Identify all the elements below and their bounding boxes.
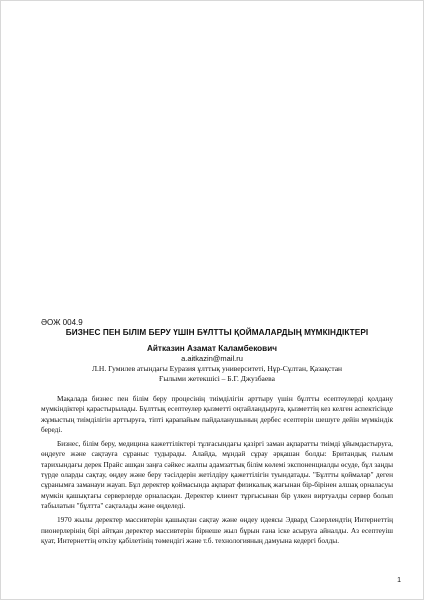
affiliation: Л.Н. Гумилев атындағы Еуразия ұлттық университеті, Нұр-Сұлтан, Қазақстан xyxy=(91,364,343,373)
paragraph: 1970 жылы деректер массивтерін қашықтан сақтау және өңдеу идеясы Эдвард Сазерлендтің Интернеттің пионерлерінің бірі айтқан деректер массивтерін бірнеше жыл бұрын ғана іске асыруға айналды. Аз есептеуіш қуат, Интернеттің өткізу қабілетінің төмендігі және т.б. технологияның дамуына кедергі болды. xyxy=(41,515,393,545)
scientific-advisor: Ғылыми жетекшісі – Б.Г. Джузбаева xyxy=(159,374,275,383)
author-email: a.aitkazin@mail.ru xyxy=(181,354,243,363)
page-number: 1 xyxy=(397,577,401,584)
paper-title: БИЗНЕС ПЕН БІЛІМ БЕРУ ҮШІН БҰЛТТЫ ҚОЙМАЛАРДЫҢ МҮМКІНДІКТЕРІ xyxy=(65,328,369,337)
body-text xyxy=(41,394,393,550)
udc-code: ӘОЖ 004.9 xyxy=(41,318,83,327)
paragraph: Бизнес, білім беру, медицина кажеттіліктері тұлғасындағы қазіргі заман ақпаратты тиімді ұйымдастыруға, өңдеуге және сақтауға сұраныс тудырады. Алайда, мұндай сұрау әрқашан болды: Британдық ғылым тарихындағы дерек Прайс ашқан заңға сәйкес жалпы адамзаттық білім көлемі экспоненциалды өсуде, бұл заңды түрде оларды сақтау, өңдеу және беру тәсілдерін жетілдіру қажеттілігін туындатады. "Бұлтты қоймалар" деген сұранымға заманауи жауап. Бұл деректер қоймасында ақпарат физикалық жағынан бір-бірінен алшақ орналасуы мүмкін қашықтағы серверлерде орналасқан. Деректер клиент тұрғысынан бір үлкен виртуалды сервер болып табылатын "бұлтта" сақталады және өңделеді. xyxy=(41,439,393,510)
paragraph: Мақалада бизнес пен білім беру процесінің тиімділігін арттыру үшін бұлтты есептеулерді қолдану мүмкіндіктері қарастырылады. Бұлттық есептеулер қызметті оңтайландыруға, қызметтің кез келген аспектісінде жұмыстың тиімділігін арттыруға, тіпті қарапайым пайдаланушының дербес есептерін шешуге дейін мүмкіндік береді. xyxy=(41,394,393,434)
author-name: Айтказин Азамат Каламбекович xyxy=(146,344,278,353)
